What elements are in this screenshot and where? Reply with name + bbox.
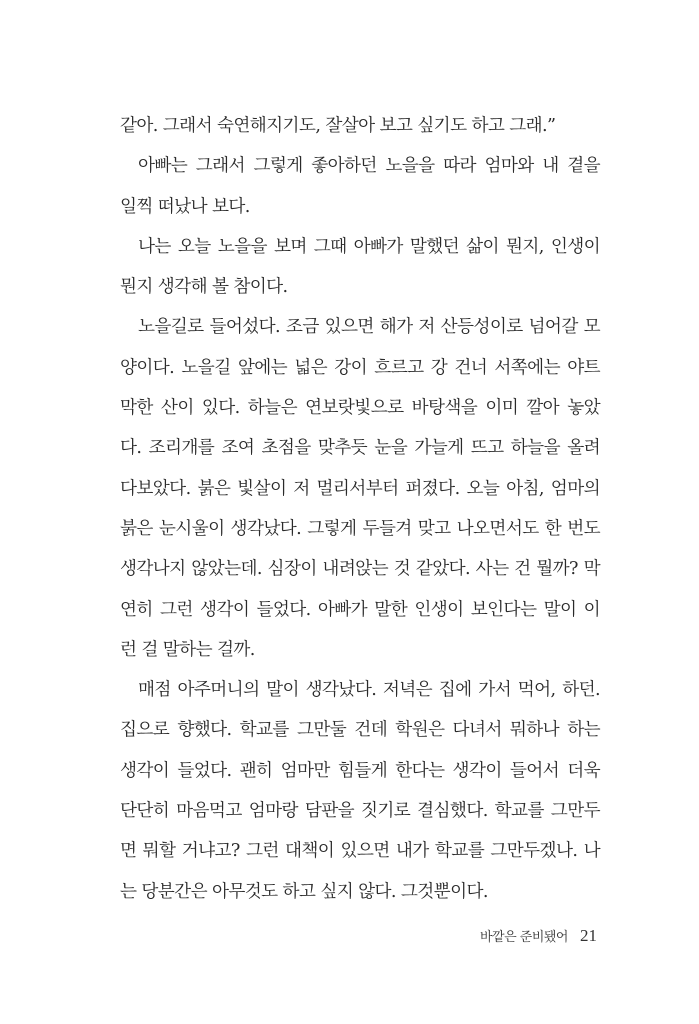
text-line: 뭔지 생각해 볼 참이다. (120, 277, 288, 298)
text-line: 붉은 눈시울이 생각났다. 그렇게 두들겨 맞고 나오면서도 한 번도 (120, 518, 600, 539)
text-line: 다보았다. 붉은 빛살이 저 멀리서부터 퍼졌다. 오늘 아침, 엄마의 (120, 478, 600, 499)
text-line: 막한 산이 있다. 하늘은 연보랏빛으로 바탕색을 이미 깔아 놓았 (120, 398, 600, 419)
paragraph (120, 146, 600, 227)
text-line: 매점 아주머니의 말이 생각났다. 저녁은 집에 가서 먹어, 하던. (138, 680, 600, 701)
text-line: 면 뭐할 거냐고? 그런 대책이 있으면 내가 학교를 그만두겠나. 나 (120, 841, 600, 862)
page-number: 21 (580, 926, 597, 945)
text-line: 나는 오늘 노을을 보며 그때 아빠가 말했던 삶이 뭔지, 인생이 (138, 236, 600, 257)
text-line: 같아. 그래서 숙연해지기도, 잘살아 보고 싶기도 하고 그래.” (120, 116, 556, 136)
text-line: 일찍 떠났나 보다. (120, 196, 250, 217)
paragraph (120, 670, 600, 912)
text-line: 노을길로 들어섰다. 조금 있으면 해가 저 산등성이로 넘어갈 모 (138, 317, 600, 338)
text-line: 는 당분간은 아무것도 하고 싶지 않다. 그것뿐이다. (120, 881, 488, 902)
running-title: 바깥은 준비됐어 (479, 930, 568, 945)
paragraph (120, 307, 600, 670)
text-line: 다. 조리개를 조여 초점을 맞추듯 눈을 가늘게 뜨고 하늘을 올려 (120, 438, 600, 459)
text-line: 집으로 향했다. 학교를 그만둘 건데 학원은 다녀서 뭐하나 하는 (120, 720, 600, 741)
paragraph (120, 227, 600, 308)
text-line: 양이다. 노을길 앞에는 넓은 강이 흐르고 강 건너 서쪽에는 야트 (120, 357, 600, 378)
page-footer (480, 926, 597, 946)
paragraph (120, 106, 600, 146)
body-text (120, 106, 600, 912)
text-line: 생각나지 않았는데. 심장이 내려앉는 것 같았다. 사는 건 뭘까? 막 (120, 559, 600, 580)
text-line: 런 걸 말하는 걸까. (120, 639, 255, 660)
text-line: 생각이 들었다. 괜히 엄마만 힘들게 한다는 생각이 들어서 더욱 (120, 760, 600, 781)
text-line: 단단히 마음먹고 엄마랑 담판을 짓기로 결심했다. 학교를 그만두 (120, 801, 600, 822)
text-line: 연히 그런 생각이 들었다. 아빠가 말한 인생이 보인다는 말이 이 (120, 599, 600, 620)
text-line: 아빠는 그래서 그렇게 좋아하던 노을을 따라 엄마와 내 곁을 (138, 156, 600, 177)
